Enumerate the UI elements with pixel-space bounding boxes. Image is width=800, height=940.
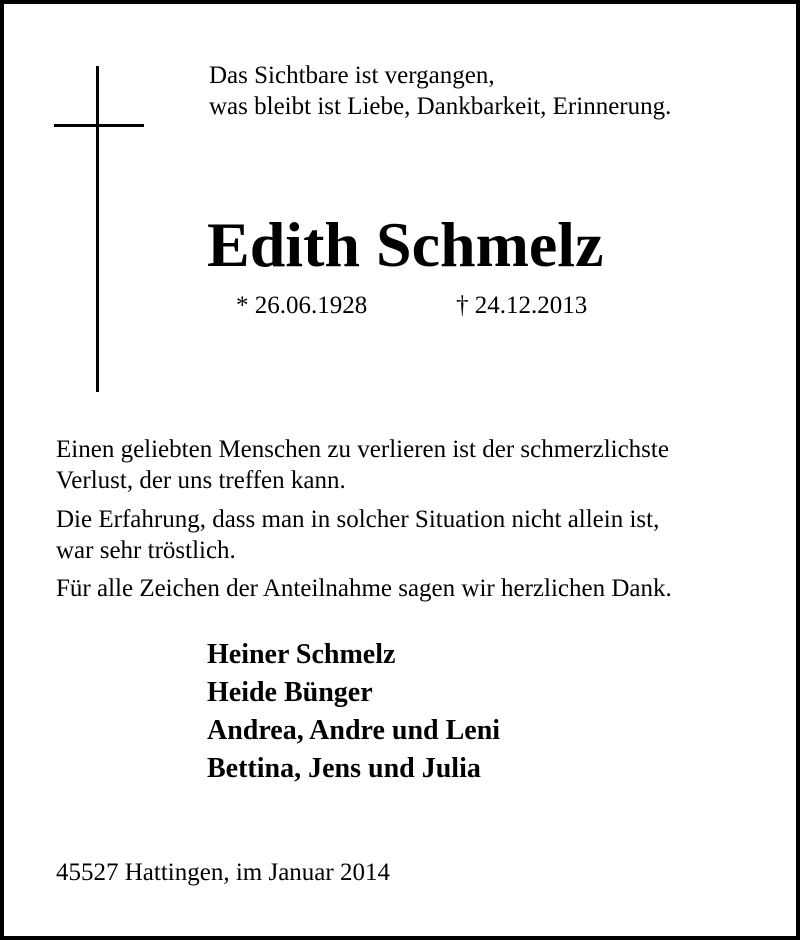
paragraph-thanks xyxy=(56,573,672,604)
deceased-name: Edith Schmelz xyxy=(207,209,604,280)
paragraph-loss xyxy=(56,434,669,496)
family-member: Bettina, Jens und Julia xyxy=(207,753,481,784)
motto xyxy=(209,60,671,122)
motto-line-2: was bleibt ist Liebe, Dankbarkeit, Erinnerung. xyxy=(209,93,672,120)
birth-date: * 26.06.1928 xyxy=(236,292,368,319)
paragraph-thanks-line-1: Für alle Zeichen der Anteilnahme sagen wir herzlichen Dank. xyxy=(56,575,672,602)
paragraph-loss-line-2: Verlust, der uns treffen kann. xyxy=(56,467,346,494)
family-member: Heide Bünger xyxy=(207,677,373,708)
motto-line-1: Das Sichtbare ist vergangen, xyxy=(209,62,495,89)
cross-horizontal-bar xyxy=(54,124,144,127)
family-member: Andrea, Andre und Leni xyxy=(207,715,501,746)
death-date: † 24.12.2013 xyxy=(456,292,588,319)
family-member: Heiner Schmelz xyxy=(207,639,396,670)
paragraph-experience xyxy=(56,504,659,566)
paragraph-experience-line-2: war sehr tröstlich. xyxy=(56,537,236,564)
place-and-date: 45527 Hattingen, im Januar 2014 xyxy=(56,859,390,886)
paragraph-experience-line-1: Die Erfahrung, dass man in solcher Situation nicht allein ist, xyxy=(56,506,660,533)
cross-vertical-bar xyxy=(96,66,99,392)
paragraph-loss-line-1: Einen geliebten Menschen zu verlieren ist der schmerzlichste xyxy=(56,436,669,463)
family-signatures xyxy=(207,636,500,788)
